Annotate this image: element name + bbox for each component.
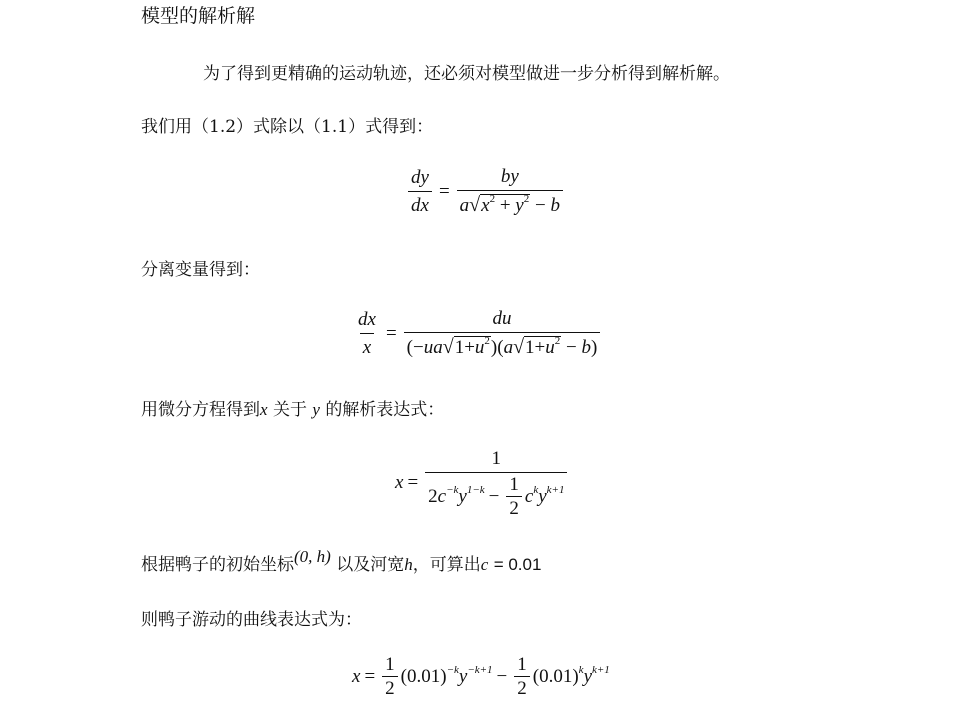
paragraph-intro: 为了得到更精确的运动轨迹，还必须对模型做进一步分析得到解析解。 [203,64,730,84]
equation-x-of-y: x = 1 2 $c^{-k}y^{1-k}$ − $\frac{1}{2}$ $c^ky^{k+1}$ [395,448,570,518]
paragraph-divide: 我们用（1.2）式除以（1.1）式得到： [141,117,434,137]
paragraph-curve: 则鸭子游动的曲线表达式为： [141,610,362,630]
section-title: 模型的解析解 [141,5,256,27]
equation-dy-dx: $\frac{dy}{dx}$ = $\frac{by}{a√x^2 + y^2 - b}$ [405,166,566,217]
equation-dx-x: $\frac{dx}{x}$ = $\frac{du}{(-ua√1+u^2)(a√1+u^2 - b)}$ [352,308,603,359]
paragraph-analytic: 用微分方程得到x 关于 y 的解析表达式： [141,400,445,420]
paragraph-initial: 根据鸭子的初始坐标(0, h) 以及河宽h，可算出c = 0.01 [141,547,542,575]
paragraph-separate: 分离变量得到： [141,260,260,280]
equation-curve: x = $\frac{1}{2}$ $(0.01)^{-k}$ $y^{-k+1}$ − $\frac{1}{2}$ $(0.01)^k$ $y^{k+1}$ [352,654,610,699]
